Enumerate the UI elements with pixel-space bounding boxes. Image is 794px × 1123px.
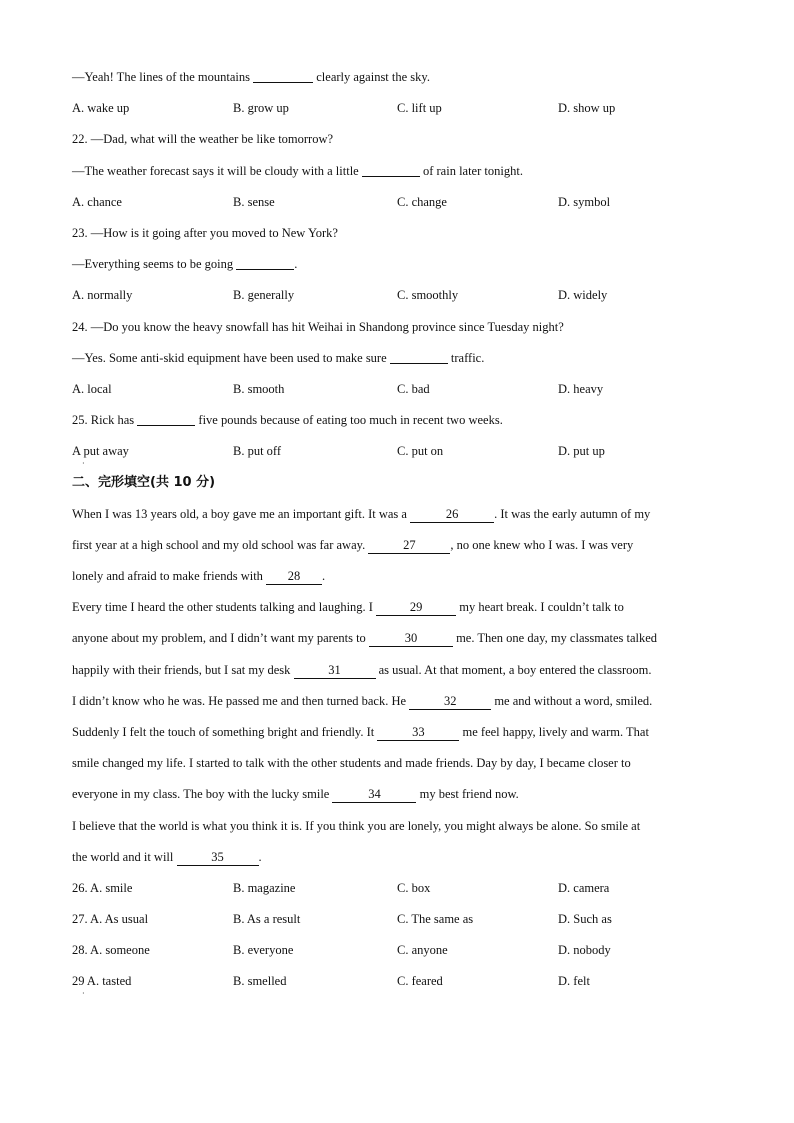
question-24-options [72, 374, 732, 405]
text: lonely and afraid to make friends with [72, 569, 267, 583]
text: Suddenly I felt the touch of something bright and friendly. It [72, 724, 378, 739]
exam-page [72, 62, 732, 998]
option-c: C. put on [397, 444, 444, 459]
passage-line [72, 842, 732, 873]
answer-blank [236, 255, 294, 270]
option-a: A. normally [72, 288, 133, 303]
text: 25. Rick has [72, 413, 138, 428]
option-d: D. put up [558, 444, 605, 459]
option-a: 26. A. smile [72, 880, 133, 895]
text: me. Then one day, my classmates talked [452, 631, 658, 646]
option-c: C. feared [397, 974, 443, 989]
passage-line [72, 499, 732, 530]
option-b: B. smelled [233, 974, 287, 989]
blank-34: 34 [332, 786, 416, 803]
question-25-stem [72, 405, 732, 436]
option-c: C. The same as [397, 912, 474, 927]
option-b: B. grow up [233, 101, 289, 116]
text: five pounds because of eating too much in recent two weeks. [195, 413, 503, 428]
text: clearly against the sky. [313, 70, 430, 84]
text: as usual. At that moment, a boy entered the classroom. [375, 662, 652, 677]
option-a: 28. A. someone [72, 943, 150, 958]
answer-blank [137, 411, 195, 426]
passage-line [72, 592, 732, 623]
option-c: C. smoothly [397, 288, 459, 303]
blank-26: 26 [410, 506, 494, 523]
option-c: C. change [397, 194, 447, 209]
option-b: B. smooth [233, 381, 285, 396]
passage-line [72, 561, 732, 592]
option-d: D. nobody [558, 943, 611, 958]
text: my heart break. I couldn’t talk to [456, 600, 624, 615]
text: anyone about my problem, and I didn’t want my parents to [72, 631, 369, 646]
option-a: 27. A. As usual [72, 912, 149, 927]
question-28-options [72, 935, 732, 966]
blank-29: 29 [376, 599, 456, 616]
option-c: C. anyone [397, 943, 448, 958]
answer-blank [362, 162, 420, 177]
text: —The weather forecast says it will be cloudy with a little [72, 163, 362, 178]
passage-line [72, 779, 732, 810]
option-b: B. generally [233, 288, 295, 303]
stray-dot: · [82, 459, 85, 469]
text: first year at a high school and my old school was far away. [72, 537, 369, 552]
option-c: C. box [397, 880, 431, 895]
blank-28: 28 [266, 568, 322, 585]
question-24-answer-line [72, 343, 732, 374]
text: . [322, 569, 326, 583]
passage-line [72, 530, 732, 561]
question-21-answer-line [72, 62, 732, 93]
question-25-options [72, 436, 732, 467]
option-d: D. symbol [558, 194, 611, 209]
blank-31: 31 [294, 662, 376, 679]
text: happily with their friends, but I sat my desk [72, 662, 294, 677]
passage-line [72, 623, 732, 654]
question-22-answer-line [72, 156, 732, 187]
stray-dot: · [82, 989, 85, 999]
option-d: D. felt [558, 974, 590, 989]
option-d: D. show up [558, 101, 616, 116]
question-21-options [72, 93, 732, 124]
text: Every time I heard the other students talking and laughing. I [72, 600, 377, 615]
text: the world and it will [72, 849, 177, 864]
text: —Yeah! The lines of the mountains [72, 70, 254, 84]
passage-line [72, 655, 732, 686]
question-26-options [72, 873, 732, 904]
option-d: D. camera [558, 880, 610, 895]
question-22-options [72, 187, 732, 218]
text: me and without a word, smiled. [491, 693, 653, 708]
option-a: A. local [72, 381, 112, 396]
blank-27: 27 [368, 537, 450, 554]
option-b: B. everyone [233, 943, 294, 958]
option-d: D. Such as [558, 912, 612, 927]
option-d: D. widely [558, 288, 608, 303]
text: me feel happy, lively and warm. That [459, 724, 649, 739]
text: . It was the early autumn of my [494, 506, 651, 521]
option-b: B. put off [233, 444, 282, 459]
text: When I was 13 years old, a boy gave me an important gift. It was a [72, 506, 411, 521]
option-a: A. wake up [72, 101, 130, 116]
blank-30: 30 [369, 630, 453, 647]
option-c: C. bad [397, 381, 430, 396]
passage-line [72, 717, 732, 748]
text: —Yes. Some anti-skid equipment have been used to make sure [72, 350, 390, 365]
question-24-stem: 24. —Do you know the heavy snowfall has hit Weihai in Shandong province since Tuesday night? [72, 319, 564, 334]
text: traffic. [447, 350, 485, 365]
blank-35: 35 [177, 849, 259, 866]
text: everyone in my class. The boy with the lucky smile [72, 787, 333, 802]
text: my best friend now. [416, 787, 519, 802]
option-a: 29 A. tasted [72, 974, 132, 989]
option-d: D. heavy [558, 381, 604, 396]
option-b: B. sense [233, 194, 275, 209]
option-b: B. magazine [233, 880, 296, 895]
question-23-options [72, 280, 732, 311]
text: of rain later tonight. [419, 163, 523, 178]
text: . [294, 257, 298, 272]
blank-33: 33 [377, 724, 459, 741]
text: , no one knew who I was. I was very [450, 537, 634, 552]
text: —Everything seems to be going [72, 257, 237, 272]
passage-line: smile changed my life. I started to talk with the other students and made friends. Day by day, I became closer to [72, 756, 631, 771]
passage-line [72, 686, 732, 717]
question-23-stem: 23. —How is it going after you moved to New York? [72, 225, 338, 240]
text: . [258, 849, 262, 864]
question-29-options [72, 966, 732, 997]
passage-line: I believe that the world is what you think it is. If you think you are lonely, you might always be alone. So smile at [72, 818, 641, 833]
question-22-stem: 22. —Dad, what will the weather be like tomorrow? [72, 132, 334, 147]
blank-32: 32 [409, 693, 491, 710]
option-b: B. As a result [233, 912, 301, 927]
option-a: A put away [72, 444, 129, 459]
option-a: A. chance [72, 194, 122, 209]
option-c: C. lift up [397, 101, 442, 116]
question-23-answer-line [72, 249, 732, 280]
answer-blank [253, 68, 313, 83]
question-27-options [72, 904, 732, 935]
text: I didn’t know who he was. He passed me and then turned back. He [72, 693, 410, 708]
section-title: 二、完形填空(共 10 分) [72, 475, 216, 491]
answer-blank [390, 349, 448, 364]
